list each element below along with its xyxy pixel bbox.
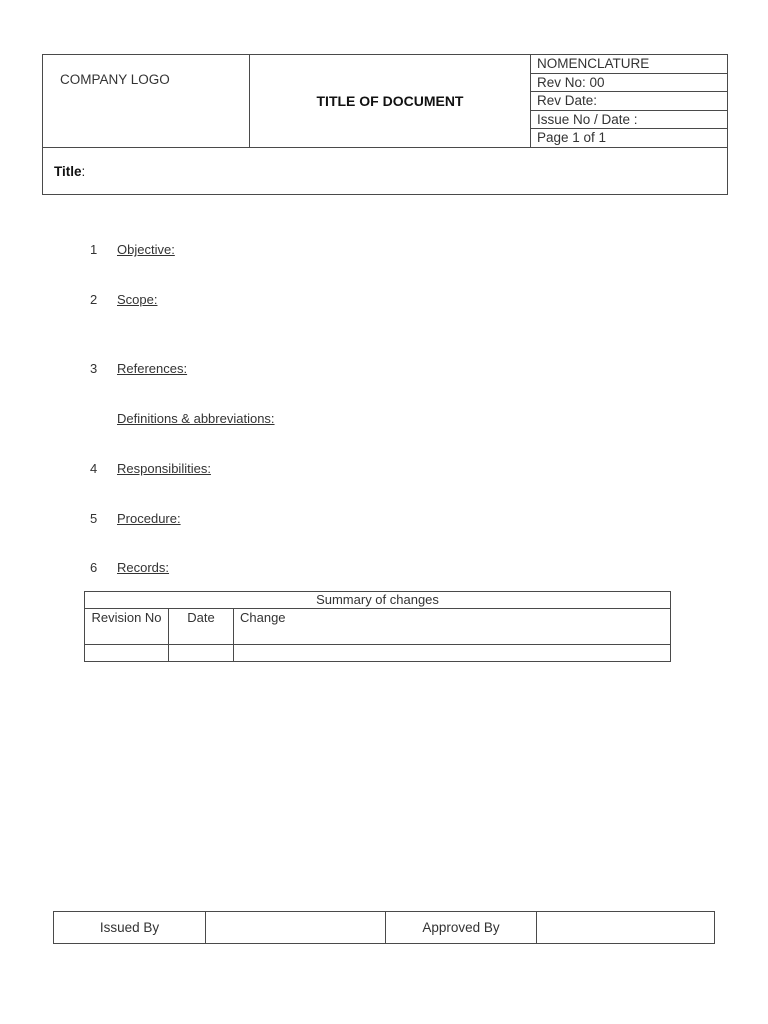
section-label: Objective: <box>117 242 175 257</box>
section-objective <box>90 242 175 257</box>
section-references <box>90 361 187 376</box>
summary-of-changes-table <box>84 591 671 662</box>
section-number: 5 <box>90 511 98 526</box>
section-number: 3 <box>90 361 98 376</box>
document-title: TITLE OF DOCUMENT <box>316 93 464 109</box>
document-header <box>42 54 728 195</box>
signature-footer <box>53 911 715 944</box>
approved-by-field <box>537 912 715 944</box>
section-scope <box>90 292 157 307</box>
title-row <box>43 148 728 195</box>
section-label: Scope: <box>117 292 158 307</box>
section-label: Responsibilities: <box>117 461 211 476</box>
approved-by-label: Approved By <box>386 912 537 944</box>
document-meta-list <box>531 55 727 147</box>
column-header-change: Change <box>234 609 671 645</box>
doc-title-cell <box>250 55 531 148</box>
section-records <box>90 560 169 575</box>
logo-cell <box>43 55 250 148</box>
section-number: 6 <box>90 560 98 575</box>
section-responsibilities <box>90 461 211 476</box>
issued-by-label: Issued By <box>54 912 206 944</box>
section-number: 4 <box>90 461 98 476</box>
section-label: References: <box>117 361 188 376</box>
meta-issue-no-date: Issue No / Date : <box>531 111 727 130</box>
meta-nomenclature: NOMENCLATURE <box>531 55 727 74</box>
section-number: 2 <box>90 292 98 307</box>
section-definitions <box>90 411 275 426</box>
title-label: Title <box>54 163 82 179</box>
section-label: Records: <box>117 560 170 575</box>
column-header-date: Date <box>169 609 234 645</box>
title-field <box>43 164 85 179</box>
meta-cell <box>531 55 728 148</box>
table-cell <box>169 645 234 662</box>
column-header-revision: Revision No <box>85 609 169 645</box>
section-number: 1 <box>90 242 98 257</box>
meta-rev-date: Rev Date: <box>531 92 727 111</box>
table-cell <box>85 645 169 662</box>
section-procedure <box>90 511 181 526</box>
table-row <box>85 645 671 662</box>
changes-caption: Summary of changes <box>85 592 671 609</box>
table-cell <box>234 645 671 662</box>
issued-by-field <box>206 912 386 944</box>
meta-rev-no: Rev No: 00 <box>531 74 727 93</box>
company-logo: COMPANY LOGO <box>60 72 170 87</box>
section-label: Procedure: <box>117 511 181 526</box>
title-colon: : <box>81 163 86 179</box>
section-label: Definitions & abbreviations: <box>117 411 275 426</box>
meta-page-count: Page 1 of 1 <box>537 130 607 145</box>
